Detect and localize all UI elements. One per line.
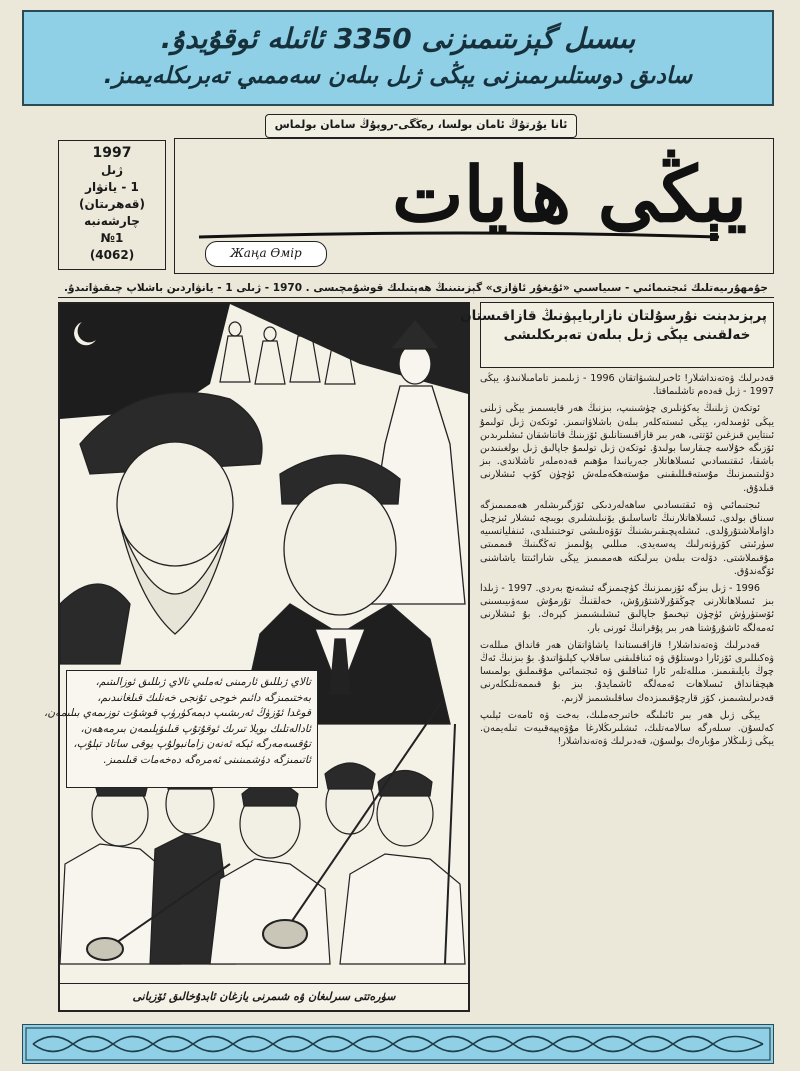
publication-info-line: جۇمھۇرىيەتلىك ئىجتىمائىي - سىياسىي «ئۇيغۇر ئاۋازى» گېزىتىنىڭ ھەپتىلىك قوشۇمچىسى . 1970 - ژىلى 1 - يانۋاردىن باشلاپ چىقىۋاتىدۇ. — [58, 279, 774, 298]
article-paragraph: ئىجتىمائىي ۋە ئىقتىسادىي ساھەلەردىكى ئۆزگىرىشلەر ھەممىمىزگە سىناق بولدى. ئىسلاھاتلارنىڭ ئاساسلىق يۆنىلىشلىرى بويىچە ئىشلار ئىزچىل داۋاملاشتۇرۇلدى. ئىشلەپچىقىرىشنىڭ تۆۋەنلىشى توختىتىلدى، ئىنفلياتسىيە سۈرئىتى كۆرۈنەرلىك پەسەيدى. مىللىي پۇلىمىز تەڭگىنىڭ قىممىتى مۇقىملاشتى. دۆلەت بىلەن بىرلىكتە ھەممىمىز يېڭى شارائىتتا ياشاشنى ئۆگەندۇق. — [480, 499, 774, 577]
ornament-pattern — [23, 1025, 773, 1063]
poem-line: قوغدا ئۆزۈڭ ئەرىشىپ دېمەكۈرۈپ قوشۇت توزىمەي بىلىمەن، — [43, 707, 311, 719]
poem-line: ئاتىمىزگە دۈشمىنىنى ئەمرەگە دەخەمات قىلىمىز. — [103, 753, 311, 766]
masthead — [174, 138, 774, 274]
issue-weekday: چارشەنبە — [84, 214, 140, 228]
masthead-swoosh — [199, 231, 719, 241]
article-paragraph: ئوتكەن ژىلنىڭ يەكۈنلىرى چۈشىنىپ، بىزنىڭ ھەر قايسىمىز يېڭى ژىلنى يېڭى ئۈمىدلەر، يېڭى ئىستەكلەر بىلەن باشلاۋاتىمىز. ئوتكەن ژىل تولىمۇ ئىنتايىن قىزغىن ئۆتتى، ھەر بىر قازاقىستانلىق ئۆزىنىڭ قاتناشقان ئىشلىرىدىن ئۆزىگە خۇلاسە چىقارسا بولىدۇ. ئوتكەن ژىل تولىمۇ جاپالىق ژىل بولغىنىدىن باشقا، ئىقتىسادىي ئىسلاھاتلار جەريانىدا مۇھىم قەدەملەر تاشلاندى. بىز دۆلىتىمىزنىڭ مۇستەقىللىقىنى مۇستەھكەملەش ئۈچۈن كۆپ ئىشلارنى قىلدۇق. — [480, 403, 774, 494]
article-paragraph: قەدىرلىك ۋەتەنداشلار! ئاخىرلىشىۋاتقان 1996 - ژىلىمىز تامامىلانىدۇ، يېڭى 1997 - ژىل قەدەم تاشلىماقتا. — [480, 373, 774, 398]
article-headline-line: خەلقىنى يېڭى ژىل بىلەن تەبرىكلىشى — [503, 327, 751, 343]
illustration-panel — [43, 302, 470, 1012]
top-banner — [22, 10, 774, 106]
article-column — [460, 302, 774, 1014]
issue-date: 1 - يانۋار — [85, 180, 139, 194]
illustration-drawing — [43, 304, 468, 984]
issue-year: 1997 — [92, 145, 132, 161]
banner-line-2: سادىق دوستلىرىمىزنى يېڭى ژىل بىلەن سەممىي تەبرىكلەيمىز. — [103, 63, 693, 89]
banner-line-1: بىسىل گېزىتىمىزنى 3350 ئائىلە ئوقۇيدۇ. — [160, 22, 636, 55]
article-paragraph: يېڭى ژىل ھەر بىر ئائىلىگە خاتىرجەملىك، بەخت ۋە ئامەت ئېلىپ كەلسۇن. سىلەرگە سالامەتلىك، ئىشلىرىڭلارغا مۇۋەپپەقىيەت تىلەيمەن. يېڭى ژىلىڭلار مۇبارەك بولسۇن، قەدىرلىك ۋەتەنداشلار! — [480, 709, 774, 748]
issue-number: №1 — [100, 231, 124, 245]
article-headline-line: پرېزىدېنت نۇرسۇلتان نازاربايېۋنىڭ قازاقىستان — [460, 308, 767, 324]
poem-line: تالاي ژىللىق ئارمىنى ئەملىي تالاي ژىللىق ئوزالىتىم، — [95, 676, 311, 688]
issue-year-word: ژىل — [100, 163, 124, 177]
masthead-slogan: ئانا يۇرتۇڭ ئامان بولسا، رەڭگى-روپۇڭ سامان بولماس — [265, 114, 577, 138]
article-paragraph: 1996 - ژىل بىزگە ئۆزىمىزنىڭ كۈچىمىزگە ئىشەنچ بەردى. 1997 - ژىلدا بىز ئىسلاھاتلارنى چوڭقۇرلاشتۇرۇش، خەلقنىڭ تۇرمۇش سەۋىيىسىنى ئۆستۈرۈش ئۈچۈن تېخىمۇ جاپالىق ئىشلىشىمىز كېرەك. بۇ ئىشلارنى ئەمەلگە ئاشۇرۇشتا ھەر بىر پۇقرانىڭ ئورنى بار. — [480, 583, 774, 634]
poem-line: بەختىمىزگە دائىم خوجى تۇنجى خەنلىك قىلغانىدىم، — [97, 691, 311, 704]
issue-serial: (4062) — [89, 248, 135, 262]
article-headline-box — [460, 302, 774, 368]
article-paragraph: قەدىرلىك ۋەتەنداشلار! قازاقىستاندا ياشاۋاتقان ھەر قانداق مىللەت ۋەكىللىرى ئۆزئارا دوستلۇق ۋە ئىناقلىقنى ساقلاپ كېلىۋاتىدۇ. بۇ بىزنىڭ ئەڭ چوڭ بايلىقىمىز. مىللەتلەر ئارا ئىناقلىق ۋە ئىجتىمائىي مۇقىملىق بولمىسا ھېچقانداق ئىسلاھات ئەمەلگە ئاشمايدۇ. بىز بۇ قىممەتلىكلەرنى قەدىرلىشىمىز، كۆز قارچۇقىمىزدەك ساقلىشىمىز لازىم. — [480, 639, 774, 704]
newspaper-subtitle: Жаңа Өмір — [205, 241, 327, 267]
article-body — [480, 372, 774, 748]
poem-line: تۇقسەمەرگە ئېكە ئەنەن زامانبولۇپ يوقى ساتاد تېلۇپ، — [73, 738, 311, 750]
issue-info-box — [58, 140, 166, 270]
issue-month-name: (قەھرىتان) — [78, 197, 146, 211]
newspaper-title: يېڭى ھايات — [392, 150, 747, 239]
illustration-caption: سۈرەتتى سىرلىغان ۋە شىمرنى يازغان ئابدۇخالىق ئۆزبانى — [60, 983, 468, 1010]
bottom-ornament-band — [22, 1024, 774, 1064]
poem-box — [43, 670, 318, 788]
poem-line: ئادالەتلىك بويلا تىرىك ئوقۇتۇپ قىلىۋېلىمەن بىرمەھەن، — [80, 722, 311, 735]
